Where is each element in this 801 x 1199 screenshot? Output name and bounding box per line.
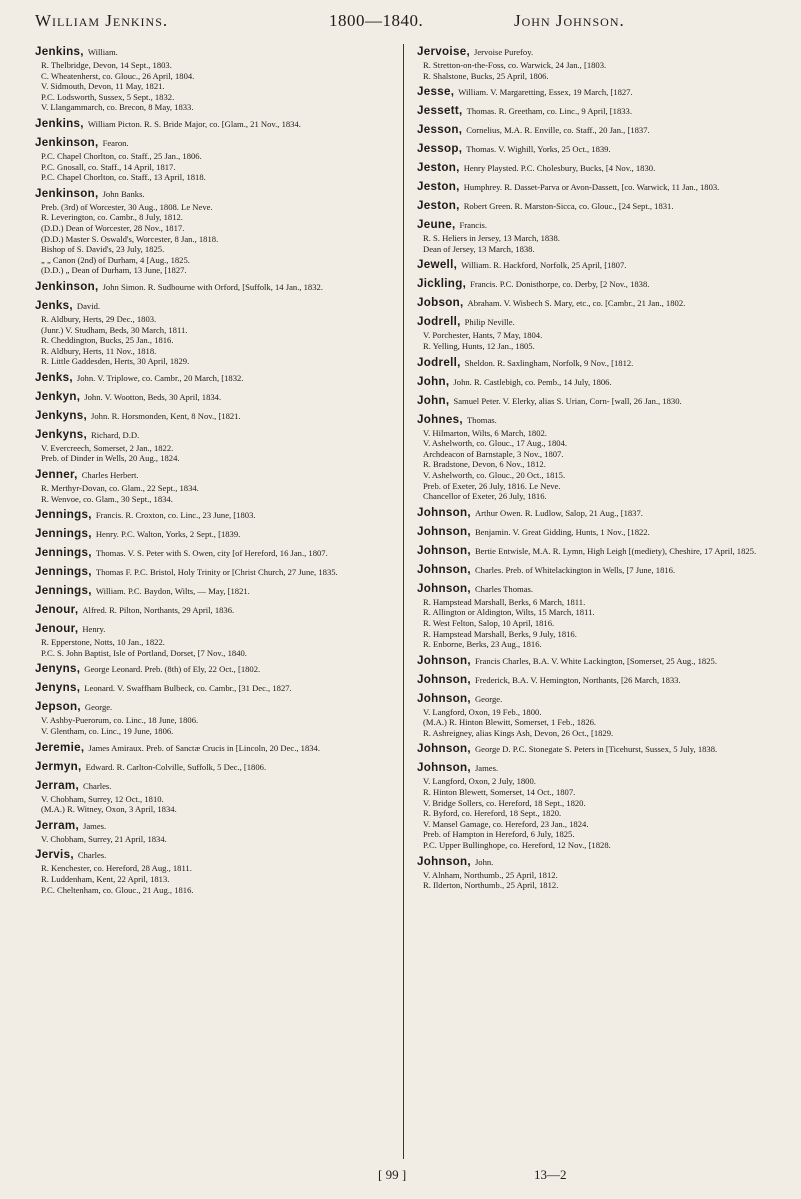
entry-surname: Johnes, <box>417 412 463 426</box>
preferment-line: (M.A.) R. Witney, Oxon, 3 April, 1834. <box>41 804 177 815</box>
entry-surname: Jenkyns, <box>35 408 88 422</box>
entry-heading <box>417 758 767 776</box>
signature-mark: 13—2 <box>534 1167 567 1182</box>
preferment-line: Chancellor of Exeter, 26 July, 1816. <box>423 491 547 502</box>
entry-forenames: Benjamin. V. Great Gidding, Hunts, 1 Nov., [1822. <box>474 526 650 537</box>
entry-forenames: James. <box>474 763 499 774</box>
preferment-line: R. Little Gaddesden, Herts, 30 April, 1829. <box>41 356 190 367</box>
entry-forenames: Fearon. <box>102 137 129 148</box>
preferment-line: R. Luddenham, Kent, 22 April, 1813. <box>41 874 170 884</box>
entry-forenames: Francis. P.C. Donisthorpe, co. Derby, [2 Nov., 1838. <box>470 279 650 290</box>
entry-heading <box>417 177 767 195</box>
entry-heading <box>35 524 385 542</box>
entry <box>35 600 385 618</box>
entry <box>417 196 767 214</box>
preferment-line: „ „ Canon (2nd) of Durham, 4 [Aug., 1825. <box>41 254 190 265</box>
preferment-line: P.C. Upper Bullinghope, co. Hereford, 12 Nov., [1828. <box>423 840 611 851</box>
entry-forenames: Richard, D.D. <box>91 429 140 440</box>
entry-forenames: Henry Playsted. P.C. Cholesbury, Bucks, [4 Nov., 1830. <box>463 163 656 174</box>
preferment-line: R. Cheddington, Bucks, 25 Jan., 1816. <box>41 335 174 346</box>
preferment-line: R. Aldbury, Herts, 11 Nov., 1818. <box>41 345 157 356</box>
entry-forenames: Thomas. R. Greetham, co. Linc., 9 April, [1833. <box>466 106 632 117</box>
preferment-line: V. Mansel Gamage, co. Hereford, 23 Jan., 1824. <box>423 818 589 829</box>
preferment-line: R. Bradstone, Devon, 6 Nov., 1812. <box>423 459 546 470</box>
entry-heading <box>417 541 767 559</box>
preferment-line: R. Hampstead Marshall, Berks, 9 July, 1816. <box>423 628 577 639</box>
entry-surname: Jickling, <box>417 277 467 291</box>
running-header <box>0 11 801 33</box>
entry-forenames: William. P.C. Baydon, Wilts, — May, [1821. <box>95 586 250 597</box>
entry-forenames: Robert Green. R. Marston-Sicca, co. Glouc., [24 Sept., 1831. <box>463 201 674 212</box>
header-right: John Johnson. <box>514 11 625 30</box>
preferment-line: P.C. Chapel Chorlton, co. Staff., 25 Jan., 1806. <box>41 150 202 161</box>
preferment-line: R. Ashreigney, alias Kings Ash, Devon, 26 Oct., [1829. <box>423 727 614 738</box>
entry-heading <box>417 372 767 390</box>
entry <box>35 42 385 113</box>
entry-surname: Jermyn, <box>35 759 82 773</box>
entry-heading <box>35 562 385 580</box>
entry-forenames: Sheldon. R. Saxlingham, Norfolk, 9 Nov., [1812. <box>464 357 634 368</box>
entry-forenames: John. R. Horsmonden, Kent, 8 Nov., [1821. <box>91 410 241 421</box>
entry-surname: Jenyns, <box>35 662 81 676</box>
entry-heading <box>35 368 385 386</box>
entry-forenames: Frederick, B.A. V. Hemington, Northants, [26 March, 1833. <box>474 674 681 685</box>
preferment-line: R. Ilderton, Northumb., 25 April, 1812. <box>423 880 559 891</box>
entry-surname: Jeston, <box>417 180 460 194</box>
entry <box>417 274 767 292</box>
page-number: [ 99 ] <box>378 1167 407 1182</box>
entry-heading <box>417 293 767 311</box>
entry-forenames: William. R. Hackford, Norfolk, 25 April, [1807. <box>461 260 627 271</box>
entry-heading <box>417 158 767 176</box>
entry <box>35 465 385 504</box>
entry-heading <box>417 101 767 119</box>
entry <box>417 410 767 502</box>
entry-surname: Jervis, <box>35 848 74 862</box>
entry <box>35 562 385 580</box>
entry-surname: Johnson, <box>417 505 471 519</box>
entry-forenames: Charles Herbert. <box>81 470 139 481</box>
entry-forenames: Jervoise Purefoy. <box>473 47 534 57</box>
preferment-line: V. Chobham, Surrey, 21 April, 1834. <box>41 833 167 844</box>
entry-forenames: William. V. Margaretting, Essex, 19 March, [1827. <box>458 87 633 98</box>
preferment-line: (M.A.) R. Hinton Blewitt, Somerset, 1 Feb., 1826. <box>423 717 597 728</box>
entry-heading <box>417 739 767 757</box>
entry <box>417 293 767 311</box>
entry-surname: Jenyns, <box>35 681 81 695</box>
preferment-line: V. Glentham, co. Linc., 19 June, 1806. <box>41 726 174 737</box>
entry-heading <box>417 579 767 597</box>
entry-forenames: Francis. <box>459 220 487 231</box>
preferment-line: R. Merthyr-Dovan, co. Glam., 22 Sept., 1834. <box>41 483 199 494</box>
preferment-line: R. Allington or Aldington, Wilts, 15 March, 1811. <box>423 607 595 618</box>
entry <box>35 845 385 895</box>
entry-forenames: Thomas. <box>466 414 497 425</box>
entry-surname: Johnson, <box>417 543 471 557</box>
preferment-line: V. Chobham, Surrey, 12 Oct., 1810. <box>41 793 164 804</box>
entry-surname: Johnson, <box>417 854 471 868</box>
entry <box>35 184 385 276</box>
preferment-line: R. Hinton Blewett, Somerset, 14 Oct., 1807. <box>423 787 576 798</box>
entry <box>417 139 767 157</box>
preferment-line: V. Alnham, Northumb., 25 April, 1812. <box>423 869 558 880</box>
preferment-line: R. Shalstone, Bucks, 25 April, 1806. <box>423 70 549 81</box>
preferment-line: V. Hilmarton, Wilts, 6 March, 1802. <box>423 427 547 438</box>
entry-heading <box>417 215 767 233</box>
preferment-line: P.C. S. John Baptist, Isle of Portland, Dorset, [7 Nov., 1840. <box>41 647 247 658</box>
entry-heading <box>35 678 385 696</box>
entry <box>35 425 385 464</box>
preferment-line: (Junr.) V. Studham, Beds, 30 March, 1811. <box>41 324 188 335</box>
preferment-line: R. Wenvoe, co. Glam., 30 Sept., 1834. <box>41 493 173 504</box>
entry-heading <box>35 619 385 637</box>
entry-surname: Johnson, <box>417 672 471 686</box>
preferment-line: R. Aldbury, Herts, 29 Dec., 1803. <box>41 313 157 324</box>
preferment-line: Preb. (3rd) of Worcester, 30 Aug., 1808. Le Neve. <box>41 201 213 212</box>
entry-heading <box>417 82 767 100</box>
entry-forenames: John Simon. R. Sudbourne with Orford, [Suffolk, 14 Jan., 1832. <box>102 281 323 292</box>
entry-surname: Jerram, <box>35 778 79 792</box>
entry <box>417 42 767 81</box>
preferment-line: P.C. Gnosall, co. Staff., 14 April, 1817. <box>41 161 176 172</box>
entry <box>417 353 767 371</box>
entry-surname: Jenkyns, <box>35 427 88 441</box>
entry-forenames: Cornelius, M.A. R. Enville, co. Staff., 20 Jan., [1837. <box>466 125 650 136</box>
entry-heading <box>417 560 767 578</box>
entry <box>417 177 767 195</box>
entry <box>35 368 385 386</box>
entry-surname: Jeston, <box>417 161 460 175</box>
entry <box>35 387 385 405</box>
entry <box>417 312 767 351</box>
preferment-line: Preb. of Exeter, 26 July, 1816. Le Neve. <box>423 480 561 491</box>
entry-heading <box>35 659 385 677</box>
entry-heading <box>417 689 767 707</box>
entry-heading <box>417 522 767 540</box>
preferment-line: R. Stretton-on-the-Foss, co. Warwick, 24 Jan., [1803. <box>423 60 607 70</box>
entry-heading <box>417 312 767 330</box>
entry-heading <box>417 852 767 870</box>
entry-surname: Jobson, <box>417 296 464 310</box>
entry-forenames: Samuel Peter. V. Elerky, alias S. Urian, Corn- [wall, 26 Jan., 1830. <box>453 395 682 406</box>
preferment-line: V. Porchester, Hants, 7 May, 1804. <box>423 330 543 341</box>
entry-heading <box>417 274 767 292</box>
entry-surname: Jennings, <box>35 565 92 579</box>
entry <box>35 277 385 295</box>
entry <box>417 215 767 254</box>
entry-heading <box>417 42 767 60</box>
entry-forenames: William Picton. R. S. Bride Major, co. [Glam., 21 Nov., 1834. <box>87 118 301 129</box>
preferment-line: Archdeacon of Barnstaple, 3 Nov., 1807. <box>423 448 564 459</box>
entry-heading <box>417 196 767 214</box>
preferment-line: P.C. Lodsworth, Sussex, 5 Sept., 1832. <box>41 91 175 102</box>
preferment-line: V. Ashelworth, co. Glouc., 17 Aug., 1804. <box>423 438 568 449</box>
page-footer <box>0 1167 801 1183</box>
preferment-line: V. Llangammarch, co. Brecon, 8 May, 1833. <box>41 102 194 113</box>
entry-surname: Johnson, <box>417 691 471 705</box>
entry-surname: Jerram, <box>35 818 79 832</box>
entry <box>35 619 385 658</box>
entry-heading <box>417 139 767 157</box>
header-center: 1800—1840. <box>329 11 424 30</box>
entry-surname: John, <box>417 393 450 407</box>
entry-forenames: George. <box>474 693 503 704</box>
entry <box>417 560 767 578</box>
entry-heading <box>35 277 385 295</box>
entry-forenames: George. <box>84 702 113 713</box>
entry <box>35 505 385 523</box>
preferment-line: (D.D.) Dean of Worcester, 28 Nov., 1817. <box>41 222 185 233</box>
preferment-line: R. Epperstone, Notts, 10 Jan., 1822. <box>41 637 165 648</box>
preferment-line: R. Enborne, Berks, 23 Aug., 1816. <box>423 639 542 650</box>
entry <box>35 581 385 599</box>
entry-forenames: John Banks. <box>102 188 145 199</box>
entry-forenames: Leonard. V. Swaffham Bulbeck, co. Cambr., [31 Dec., 1827. <box>84 683 292 694</box>
entry-heading <box>35 505 385 523</box>
entry-forenames: John. R. Castlebigh, co. Pemb., 14 July, 1806. <box>453 376 612 387</box>
entry-heading <box>417 670 767 688</box>
entry-surname: Jenkinson, <box>35 135 99 149</box>
entry-surname: Jenks, <box>35 370 73 384</box>
entry-heading <box>35 296 385 314</box>
entry-surname: Jenks, <box>35 298 73 312</box>
entry <box>417 372 767 390</box>
entry-forenames: David. <box>76 300 101 311</box>
preferment-line: R. S. Heliers in Jersey, 13 March, 1838. <box>423 233 560 244</box>
entry-surname: Jeremie, <box>35 740 85 754</box>
entry <box>35 678 385 696</box>
entry-surname: Jennings, <box>35 508 92 522</box>
entry-heading <box>35 543 385 561</box>
entry-forenames: Arthur Owen. R. Ludlow, Salop, 21 Aug., [1837. <box>474 507 643 518</box>
preferment-line: R. Leverington, co. Cambr., 8 July, 1812. <box>41 212 183 223</box>
entry-forenames: Francis Charles, B.A. V. White Lackington, [Somerset, 25 Aug., 1825. <box>474 655 717 666</box>
preferment-line: Preb. of Hampton in Hereford, 6 July, 1825. <box>423 829 575 840</box>
entry-forenames: Bertie Entwisle, M.A. R. Lymn, High Leigh [(mediety), Cheshire, 17 April, 1825. <box>474 545 757 556</box>
entry-surname: Jenkinson, <box>35 186 99 200</box>
entry-surname: Johnson, <box>417 761 471 775</box>
entry-heading <box>35 600 385 618</box>
left-column <box>35 42 385 1157</box>
entry-heading <box>35 133 385 151</box>
entry-surname: Jenkins, <box>35 116 84 130</box>
entry-surname: Johnson, <box>417 581 471 595</box>
entry <box>417 579 767 650</box>
entry-forenames: Thomas F. P.C. Bristol, Holy Trinity or [Christ Church, 27 June, 1835. <box>95 567 338 578</box>
header-left: William Jenkins. <box>35 11 169 30</box>
entry-heading <box>35 738 385 756</box>
entry-heading <box>35 816 385 834</box>
preferment-line: R. Thelbridge, Devon, 14 Sept., 1803. <box>41 60 172 70</box>
entry-surname: Jenner, <box>35 468 78 482</box>
entry-forenames: Abraham. V. Wisbech S. Mary, etc., co. [Cambr., 21 Jan., 1802. <box>467 298 686 309</box>
entry-forenames: George D. P.C. Stonegate S. Peters in [Ticehurst, Sussex, 5 July, 1838. <box>474 744 718 755</box>
entry-surname: Jesse, <box>417 85 455 99</box>
preferment-line: V. Sidmouth, Devon, 11 May, 1821. <box>41 81 165 92</box>
entry-surname: Jeune, <box>417 218 456 232</box>
preferment-line: P.C. Cheltenham, co. Glouc., 21 Aug., 1816. <box>41 884 194 895</box>
entry <box>35 543 385 561</box>
entry-heading <box>35 845 385 863</box>
entry-forenames: John. <box>474 856 494 867</box>
entry <box>417 120 767 138</box>
entry-surname: Jessett, <box>417 104 463 118</box>
entry-surname: Johnson, <box>417 653 471 667</box>
entry-forenames: Charles Thomas. <box>474 583 534 594</box>
entry <box>417 255 767 273</box>
entry-heading <box>35 776 385 794</box>
preferment-line: R. West Felton, Salop, 10 April, 1816. <box>423 617 555 628</box>
entry-heading <box>35 697 385 715</box>
entry-heading <box>417 353 767 371</box>
preferment-line: V. Ashby-Puerorum, co. Linc., 18 June, 1806. <box>41 715 199 726</box>
entry-heading <box>417 651 767 669</box>
right-column <box>417 42 767 1157</box>
entry <box>35 296 385 367</box>
entry-heading <box>35 465 385 483</box>
preferment-line: V. Ashelworth, co. Glouc., 20 Oct., 1815. <box>423 469 566 480</box>
entry-surname: Jenkinson, <box>35 279 99 293</box>
preferment-line: Preb. of Dinder in Wells, 20 Aug., 1824. <box>41 453 180 464</box>
entry <box>35 524 385 542</box>
entry <box>417 541 767 559</box>
entry-heading <box>417 255 767 273</box>
entry <box>417 391 767 409</box>
entry-forenames: Charles. <box>83 780 112 791</box>
entry <box>35 659 385 677</box>
entry-surname: Jesson, <box>417 123 463 137</box>
preferment-line: C. Wheatenherst, co. Glouc., 26 April, 1804. <box>41 70 195 81</box>
entry-forenames: Charles. Preb. of Whitelackington in Wells, [7 June, 1816. <box>474 564 676 575</box>
entry <box>35 776 385 815</box>
entry-surname: Jenour, <box>35 622 79 636</box>
entry <box>35 133 385 183</box>
entry-forenames: John. V. Triplowe, co. Cambr., 20 March, [1832. <box>76 372 244 383</box>
entry-surname: Jeston, <box>417 199 460 213</box>
entry <box>417 739 767 757</box>
entry-heading <box>35 406 385 424</box>
preferment-line: (D.D.) Master S. Oswald's, Worcester, 8 Jan., 1818. <box>41 233 219 244</box>
entry <box>417 852 767 891</box>
preferment-line: V. Langford, Oxon, 2 July, 1800. <box>423 776 536 787</box>
preferment-line: R. Yelling, Hunts, 12 Jan., 1805. <box>423 340 535 351</box>
entry-surname: Jennings, <box>35 527 92 541</box>
entry-surname: Jenkins, <box>35 45 84 58</box>
entry-forenames: Edward. R. Carlton-Colville, Suffolk, 5 Dec., [1806. <box>85 761 267 772</box>
entry-forenames: John. V. Wootton, Beds, 30 April, 1834. <box>84 391 222 402</box>
preferment-line: R. Hampstead Marshall, Berks, 6 March, 1811. <box>423 596 586 607</box>
preferment-line: V. Bridge Sollers, co. Hereford, 18 Sept., 1820. <box>423 797 586 808</box>
entry-forenames: Thomas. V. Wighill, Yorks, 25 Oct., 1839. <box>466 144 611 155</box>
entry <box>35 114 385 132</box>
entry-forenames: James. <box>83 820 107 831</box>
entry-forenames: William. <box>87 47 118 57</box>
entry <box>35 406 385 424</box>
entry-heading <box>417 391 767 409</box>
entry-heading <box>35 387 385 405</box>
entry <box>417 503 767 521</box>
entry-surname: Jennings, <box>35 546 92 560</box>
preferment-line: Dean of Jersey, 13 March, 1838. <box>423 243 535 254</box>
preferment-line: (D.D.) „ Dean of Durham, 13 June, [1827. <box>41 265 187 276</box>
entry-forenames: Thomas. V. S. Peter with S. Owen, city [of Hereford, 16 Jan., 1807. <box>95 548 328 559</box>
preferment-line: Bishop of S. David's, 23 July, 1825. <box>41 244 165 255</box>
entry-heading <box>417 503 767 521</box>
entry-forenames: Alfred. R. Pilton, Northants, 29 April, 1836. <box>82 605 235 616</box>
entry-surname: Johnson, <box>417 562 471 576</box>
entry-surname: Jenkyn, <box>35 389 81 403</box>
entry-forenames: George Leonard. Preb. (8th) of Ely, 22 Oct., [1802. <box>84 664 261 675</box>
entry <box>417 82 767 100</box>
entry <box>35 697 385 736</box>
entry-heading <box>417 120 767 138</box>
entry-forenames: Humphrey. R. Dasset-Parva or Avon-Dassett, [co. Warwick, 11 Jan., 1803. <box>463 182 720 193</box>
entry <box>417 651 767 669</box>
preferment-line: R. Byford, co. Hereford, 18 Sept., 1820. <box>423 808 562 819</box>
entry-surname: Jewell, <box>417 258 458 272</box>
entry-forenames: Philip Neville. <box>464 317 515 328</box>
entry-heading <box>35 757 385 775</box>
entry-surname: Johnson, <box>417 524 471 538</box>
entry-forenames: Henry. P.C. Walton, Yorks, 2 Sept., [1839. <box>95 529 241 540</box>
entry-surname: Jenour, <box>35 603 79 617</box>
entry-surname: Jennings, <box>35 584 92 598</box>
entry-heading <box>35 581 385 599</box>
entry-surname: Jervoise, <box>417 45 470 58</box>
entry-surname: John, <box>417 374 450 388</box>
preferment-line: P.C. Chapel Chorlton, co. Staff., 13 April, 1818. <box>41 172 206 183</box>
entry-forenames: Henry. <box>82 624 106 635</box>
entry-heading <box>417 410 767 428</box>
preferment-line: V. Langford, Oxon, 19 Feb., 1800. <box>423 706 542 717</box>
entry-forenames: Charles. <box>77 850 107 861</box>
entry-surname: Jessop, <box>417 142 463 156</box>
entry <box>35 738 385 756</box>
entry-heading <box>35 184 385 202</box>
entry <box>417 101 767 119</box>
preferment-line: R. Kenchester, co. Hereford, 28 Aug., 1811. <box>41 863 192 874</box>
entry <box>417 670 767 688</box>
entry <box>417 689 767 739</box>
entry <box>35 757 385 775</box>
entry-surname: Johnson, <box>417 742 471 756</box>
entry-surname: Jodrell, <box>417 315 461 329</box>
entry-heading <box>35 42 385 60</box>
entry-heading <box>35 425 385 443</box>
entry-surname: Jodrell, <box>417 355 461 369</box>
preferment-line: V. Evercreech, Somerset, 2 Jan., 1822. <box>41 442 174 453</box>
entry-heading <box>35 114 385 132</box>
entry-surname: Jepson, <box>35 700 81 714</box>
entry <box>35 816 385 845</box>
entry <box>417 158 767 176</box>
entry-forenames: James Amiraux. Preb. of Sanctæ Crucis in [Lincoln, 20 Dec., 1834. <box>88 742 320 753</box>
entry <box>417 758 767 850</box>
column-divider <box>403 44 404 1159</box>
entry-forenames: Francis. R. Croxton, co. Linc., 23 June, [1803. <box>95 510 256 521</box>
entry <box>417 522 767 540</box>
